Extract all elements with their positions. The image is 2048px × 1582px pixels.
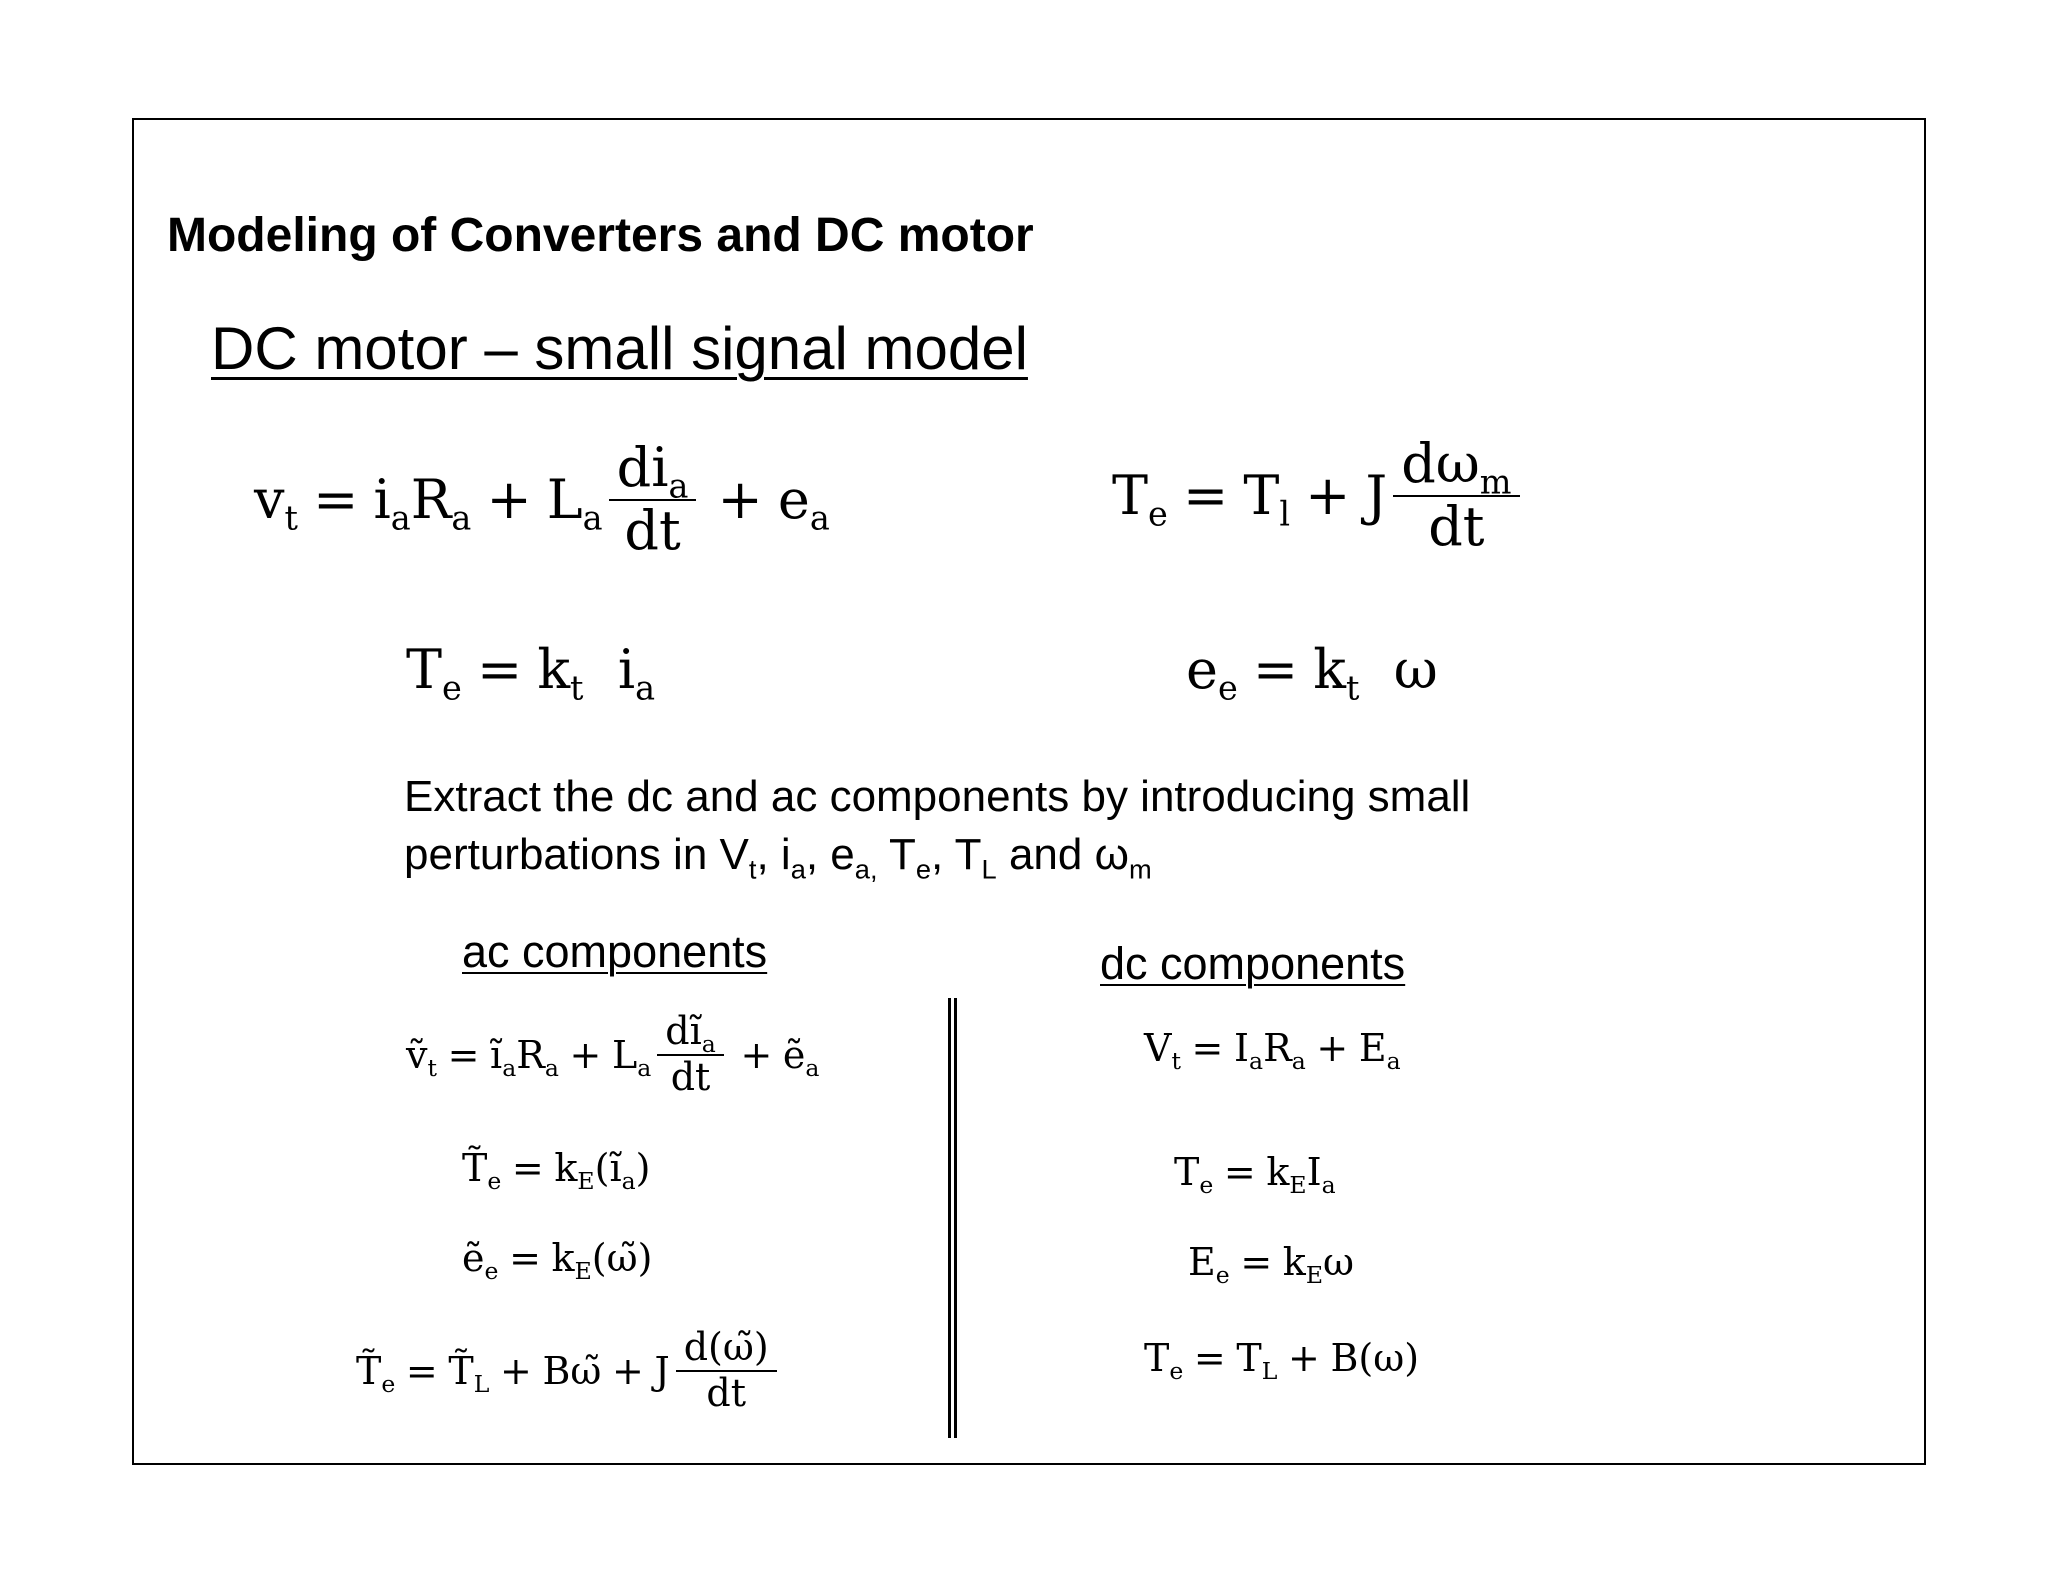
description-line-1: Extract the dc and ac components by introducing small [404, 772, 1471, 821]
torque-dynamic-equation: $T_e$ = $T_l$ + J $\frac{d\omega_m}{dt}$ [1112, 436, 1526, 555]
dc-torque-equation: $T_e$ = $k_EI_a$ [1174, 1150, 1336, 1200]
description-line-2: perturbations in $V_t$, $i_a$, $e_{a,}$ $T_e$, $T_L$ and $\omega_m$ [404, 830, 1152, 885]
ac-components-heading: ac components [462, 926, 768, 977]
slide-subtitle: DC motor – small signal model [211, 315, 1028, 382]
emf-equation: $e_e$ = $k_t$ ω [1186, 638, 1438, 708]
section-divider [948, 998, 957, 1438]
slide-title: Modeling of Converters and DC motor [167, 209, 1034, 262]
voltage-equation: $v_t$ = $i_aR_a$ + $L_a$ $\frac{di_a}{dt}$ + $e_a$ [254, 436, 830, 562]
dc-voltage-equation: $V_t$ = $I_aR_a$ + $E_a$ [1144, 1026, 1401, 1076]
dc-components-heading: dc components [1100, 938, 1406, 989]
ac-dynamic-equation: $T̃_e$ = $T̃_L$ + Bω̃ + J $\frac{d(\omegã)}{dt}$ [356, 1328, 783, 1414]
equation-text-index [134, 120, 135, 121]
dc-dynamic-equation: $T_e$ = $T_L$ + B(ω) [1144, 1336, 1420, 1386]
dc-emf-equation: $E_e$ = $k_E\omega$ [1188, 1240, 1355, 1290]
ac-torque-equation: $T̃_e$ = $k_E(ĩ_a)$ [462, 1146, 651, 1196]
perturbation-description [404, 768, 1470, 884]
ac-voltage-equation: ṽ$_t$ = $ĩ_aR_a$ + $L_a$ $\frac{dĩ_a}{dt}$ + ẽ$_a$ [406, 1009, 820, 1099]
ac-emf-equation: ẽ$_e$ = $k_E(\omegã)$ [462, 1236, 653, 1286]
slide-frame [132, 118, 1926, 1465]
torque-constant-equation: $T_e$ = $k_t$ $i_a$ [406, 638, 656, 708]
